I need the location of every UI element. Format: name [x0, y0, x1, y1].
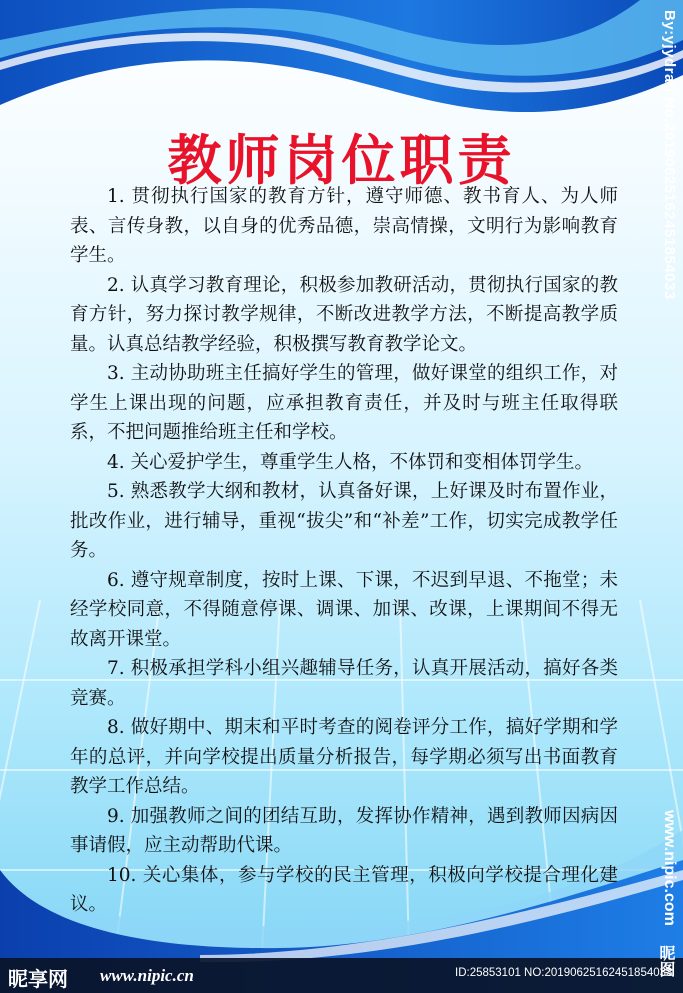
duty-item: 8. 做好期中、期末和平时考查的阅卷评分工作，搞好学期和学年的总评，并向学校提出质量分析报告，每学期必须写出书面教育教学工作总结。: [70, 717, 618, 797]
watermark-logo: 昵图: [657, 945, 676, 977]
duty-item: 9. 加强教师之间的团结互助，发挥协作精神，遇到教师因病因事请假，应主动帮助代课。: [70, 805, 618, 856]
duty-item: 4. 关心爱护学生，尊重学生人格，不体罚和变相体罚学生。: [107, 451, 594, 473]
duty-item: 6. 遵守规章制度，按时上课、下课，不迟到早退、不拖堂；未经学校同意，不得随意停课、调课、加课、改课，上课期间不得无故离开课堂。: [70, 569, 618, 650]
footer-url: www.nipic.cn: [100, 966, 194, 985]
duty-item: 7. 积极承担学科小组兴趣辅导任务，认真开展活动，搞好各类竞赛。: [70, 658, 618, 709]
duty-item: 3. 主动协助班主任搞好学生的管理，做好课堂的组织工作，对学生上课出现的问题，应承担教育责任，并及时与班主任取得联系，不把问题推给班主任和学校。: [70, 363, 618, 443]
watermark-author: By:yjydran No.20190625162451854033: [661, 10, 678, 300]
page-title: 教师岗位职责: [167, 128, 516, 192]
duty-item: 10. 关心集体，参与学校的民主管理，积极向学校提合理化建议。: [70, 864, 618, 915]
footer-id: ID:25853101 NO:20190625162451854033: [455, 967, 673, 979]
duty-item: 2. 认真学习教育理论，积极参加教研活动，贯彻执行国家的教育方针，努力探讨教学规律，不断改进教学方法，不断提高教学质量。认真总结教学经验，积极撰写教育教学论文。: [70, 274, 618, 355]
duties-list: [70, 182, 618, 920]
watermark-site: www.nipic.com: [661, 810, 678, 926]
duty-item: 5. 熟悉教学大纲和教材，认真备好课，上好课及时布置作业，批改作业，进行辅导，重视“拔尖”和“补差”工作，切实完成教学任务。: [70, 481, 618, 561]
duty-item: 1. 贯彻执行国家的教育方针，遵守师德、教书育人、为人师表、言传身教，以自身的优秀品德，崇高情操，文明行为影响教育学生。: [70, 186, 618, 266]
footer-logo: 昵享网: [8, 967, 68, 991]
